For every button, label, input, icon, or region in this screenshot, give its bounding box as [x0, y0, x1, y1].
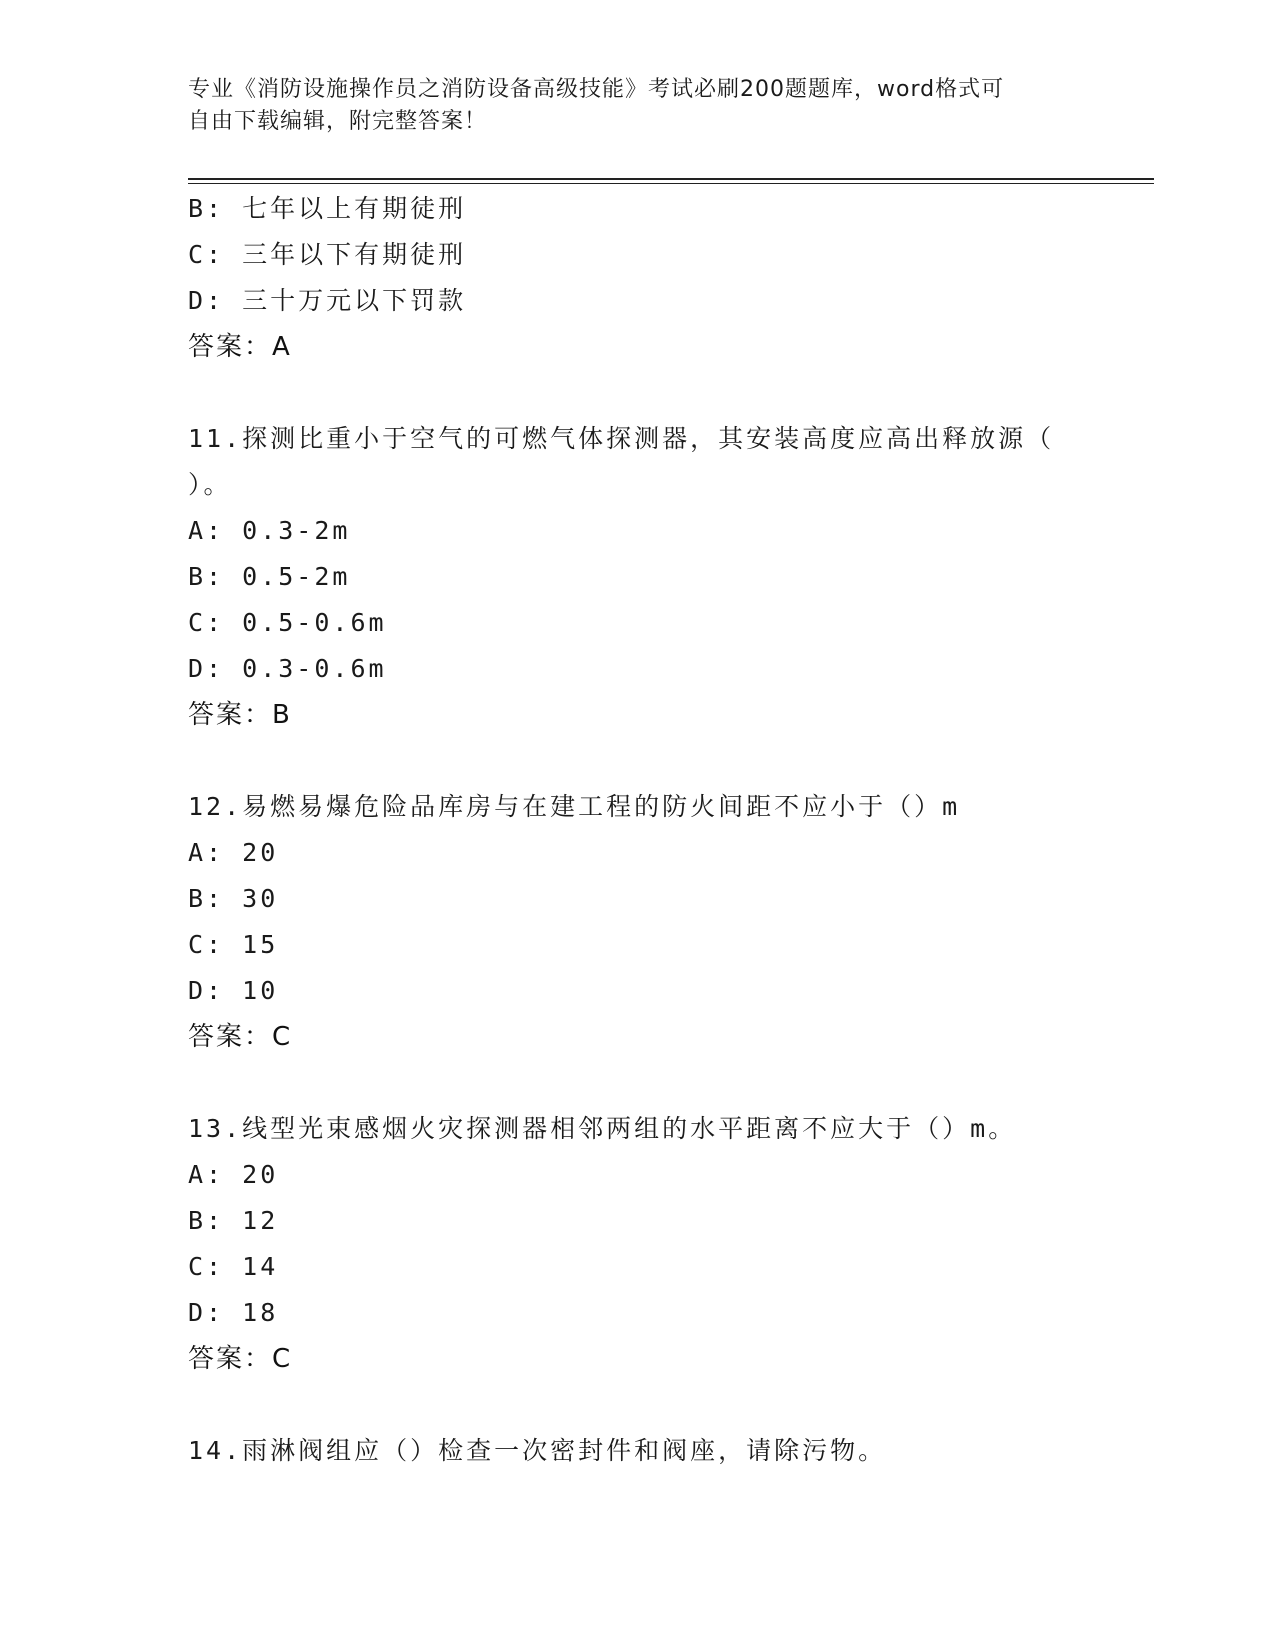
- spacer: [188, 1060, 1088, 1106]
- answer-text: 答案：B: [188, 700, 292, 730]
- question-list: [188, 186, 1088, 1474]
- option-a: A: 20: [188, 838, 279, 867]
- option-a: A: 0.3-2m: [188, 516, 351, 545]
- answer-text: 答案：A: [188, 332, 292, 362]
- option-c: C: 14: [188, 1252, 279, 1281]
- header-rule-thick: [188, 178, 1154, 180]
- spacer: [188, 1382, 1088, 1428]
- option-c: C: 15: [188, 930, 279, 959]
- question-13: [188, 1106, 1088, 1382]
- question-text-line-1: 13.线型光束感烟火灾探测器相邻两组的水平距离不应大于（）m。: [188, 1114, 1017, 1143]
- option-c: C: 三年以下有期徒刑: [188, 240, 467, 269]
- question-12: [188, 784, 1088, 1060]
- option-d: D: 10: [188, 976, 279, 1005]
- question-text-line-2: ）。: [188, 470, 232, 499]
- header-title-line-1: 专业《消防设施操作员之消防设备高级技能》考试必刷200题题库，word格式可: [188, 77, 1005, 102]
- header-title-line-2: 自由下载编辑，附完整答案！: [188, 109, 488, 134]
- spacer: [188, 738, 1088, 784]
- question-11: [188, 416, 1088, 738]
- option-a: A: 20: [188, 1160, 279, 1189]
- option-b: B: 30: [188, 884, 279, 913]
- answer-text: 答案：C: [188, 1022, 293, 1052]
- document-header: [188, 74, 1068, 138]
- question-text-line-1: 12.易燃易爆危险品库房与在建工程的防火间距不应小于（）m: [188, 792, 961, 821]
- option-d: D: 0.3-0.6m: [188, 654, 387, 683]
- option-d: D: 三十万元以下罚款: [188, 286, 467, 315]
- option-b: B: 0.5-2m: [188, 562, 351, 591]
- question-14: [188, 1428, 1088, 1474]
- question-text-line-1: 14.雨淋阀组应（）检查一次密封件和阀座，请除污物。: [188, 1436, 887, 1465]
- question-text-line-1: 11.探测比重小于空气的可燃气体探测器，其安装高度应高出释放源（: [188, 424, 1055, 453]
- option-d: D: 18: [188, 1298, 279, 1327]
- question-10-continued: [188, 186, 1088, 370]
- header-rule-thin: [188, 183, 1154, 184]
- option-c: C: 0.5-0.6m: [188, 608, 387, 637]
- option-b: B: 12: [188, 1206, 279, 1235]
- spacer: [188, 370, 1088, 416]
- option-b: B: 七年以上有期徒刑: [188, 194, 467, 223]
- answer-text: 答案：C: [188, 1344, 293, 1374]
